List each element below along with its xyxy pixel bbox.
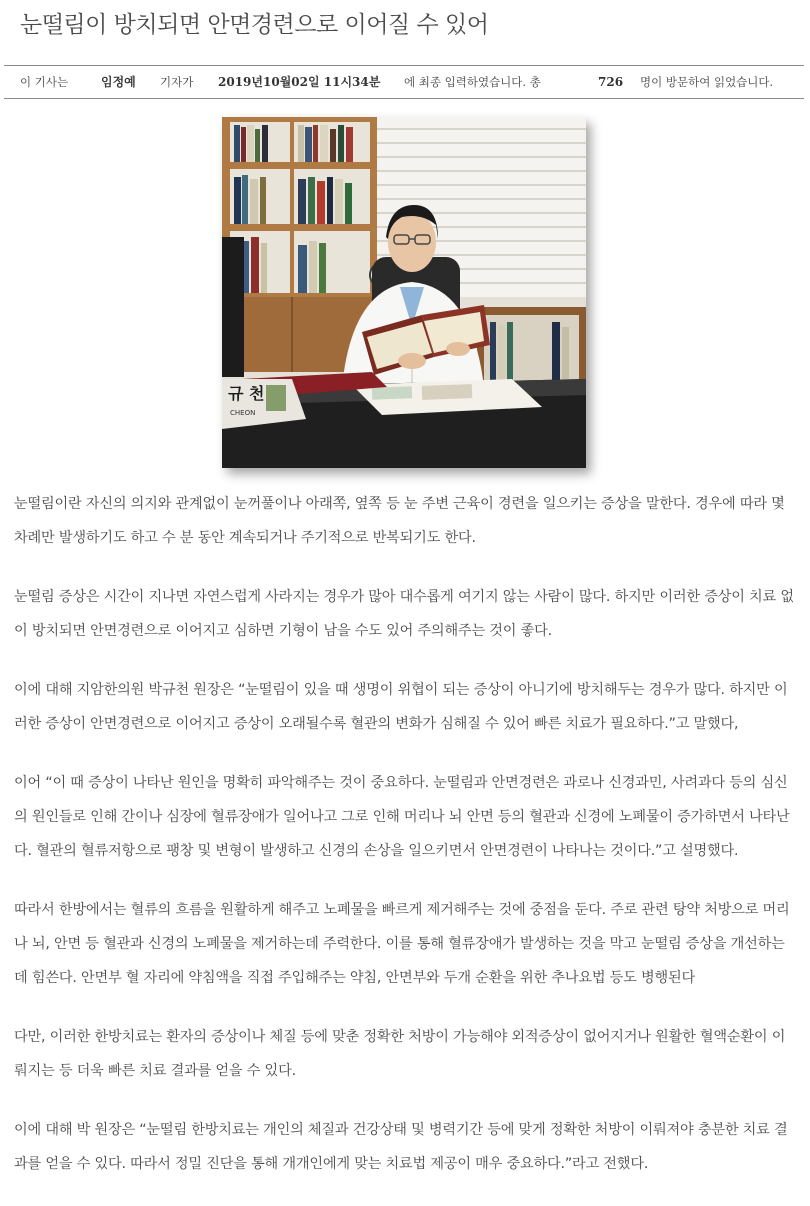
meta-prefix: 이 기사는	[20, 75, 69, 89]
meta-views-suffix: 명이 방문하여 읽었습니다.	[640, 75, 774, 89]
nameplate-text: 규 천	[228, 384, 265, 403]
meta-views: 726	[598, 75, 624, 89]
article-photo	[222, 117, 586, 468]
paragraph: 이에 대해 지암한의원 박규천 원장은 “눈떨림이 있을 때 생명이 위협이 되는 증상이 아니기에 방치해두는 경우가 많다. 하지만 이러한 증상이 안면경련으로 이어지고 증상이 오래될수록 혈관의 변화가 심해질 수 있어 빠른 치료가 필요하다.”고 말했다,	[14, 682, 788, 732]
paragraph: 눈떨림이란 자신의 의지와 관계없이 눈꺼풀이나 아래쪽, 옆쪽 등 눈 주변 근육이 경련을 일으키는 증상을 말한다. 경우에 따라 몇 차례만 발생하기도 하고 수 분 동안 계속되거나 주기적으로 반복되기도 한다.	[14, 496, 785, 546]
doctor-reading-book-photo	[222, 117, 586, 468]
article-headline: 눈떨림이 방치되면 안면경련으로 이어질 수 있어	[20, 12, 489, 38]
paragraph: 다만, 이러한 한방치료는 환자의 증상이나 체질 등에 맞춘 정확한 처방이 가능해야 외적증상이 없어지거나 원활한 혈액순환이 이뤄지는 등 더욱 빠른 치료 결과를 얻을 수 있다.	[14, 1029, 786, 1079]
meta-updated-suffix: 에 최종 입력하였습니다. 총	[404, 75, 541, 89]
article-meta-bar	[4, 65, 804, 99]
article-body	[14, 487, 797, 1206]
meta-author-suffix: 기자가	[160, 75, 194, 89]
meta-datetime: 2019년10월02일 11시34분	[218, 75, 381, 89]
paragraph: 눈떨림 증상은 시간이 지나면 자연스럽게 사라지는 경우가 많아 대수롭게 여기지 않는 사람이 많다. 하지만 이러한 증상이 치료 없이 방치되면 안면경련으로 이어지고 심하면 기형이 남을 수도 있어 주의해주는 것이 좋다.	[14, 589, 794, 639]
paragraph: 이에 대해 박 원장은 “눈떨림 한방치료는 개인의 체질과 건강상태 및 병력기간 등에 맞게 정확한 처방이 이뤄져야 충분한 치료 결과를 얻을 수 있다. 따라서 정밀 진단을 통해 개개인에게 맞는 치료법 제공이 매우 중요하다.”라고 전했다.	[14, 1122, 788, 1172]
nameplate-sub: CHEON	[230, 409, 256, 417]
meta-author: 임정예	[101, 75, 136, 89]
paragraph: 따라서 한방에서는 혈류의 흐름을 원활하게 해주고 노폐물을 빠르게 제거해주는 것에 중점을 둔다. 주로 관련 탕약 처방으로 머리나 뇌, 안면 등 혈관과 신경의 노폐물을 제거하는데 주력한다. 이를 통해 혈류장애가 발생하는 것을 막고 눈떨림 증상을 개선하는데 힘쓴다. 안면부 혈 자리에 약침액을 직접 주입해주는 약침, 안면부와 두개 순환을 위한 추나요법 등도 병행된다	[14, 902, 790, 986]
paragraph: 이어 “이 때 증상이 나타난 원인을 명확히 파악해주는 것이 중요하다. 눈떨림과 안면경련은 과로나 신경과민, 사려과다 등의 심신의 원인들로 인해 간이나 심장에 혈류장애가 일어나고 그로 인해 머리나 뇌 안면 등의 혈관과 신경에 노폐물이 증가하면서 나타난다. 혈관의 혈류저항으로 팽창 및 변형이 발생하고 신경의 손상을 일으키면서 안면경련이 나타나는 것이다.”고 설명했다.	[14, 775, 790, 859]
